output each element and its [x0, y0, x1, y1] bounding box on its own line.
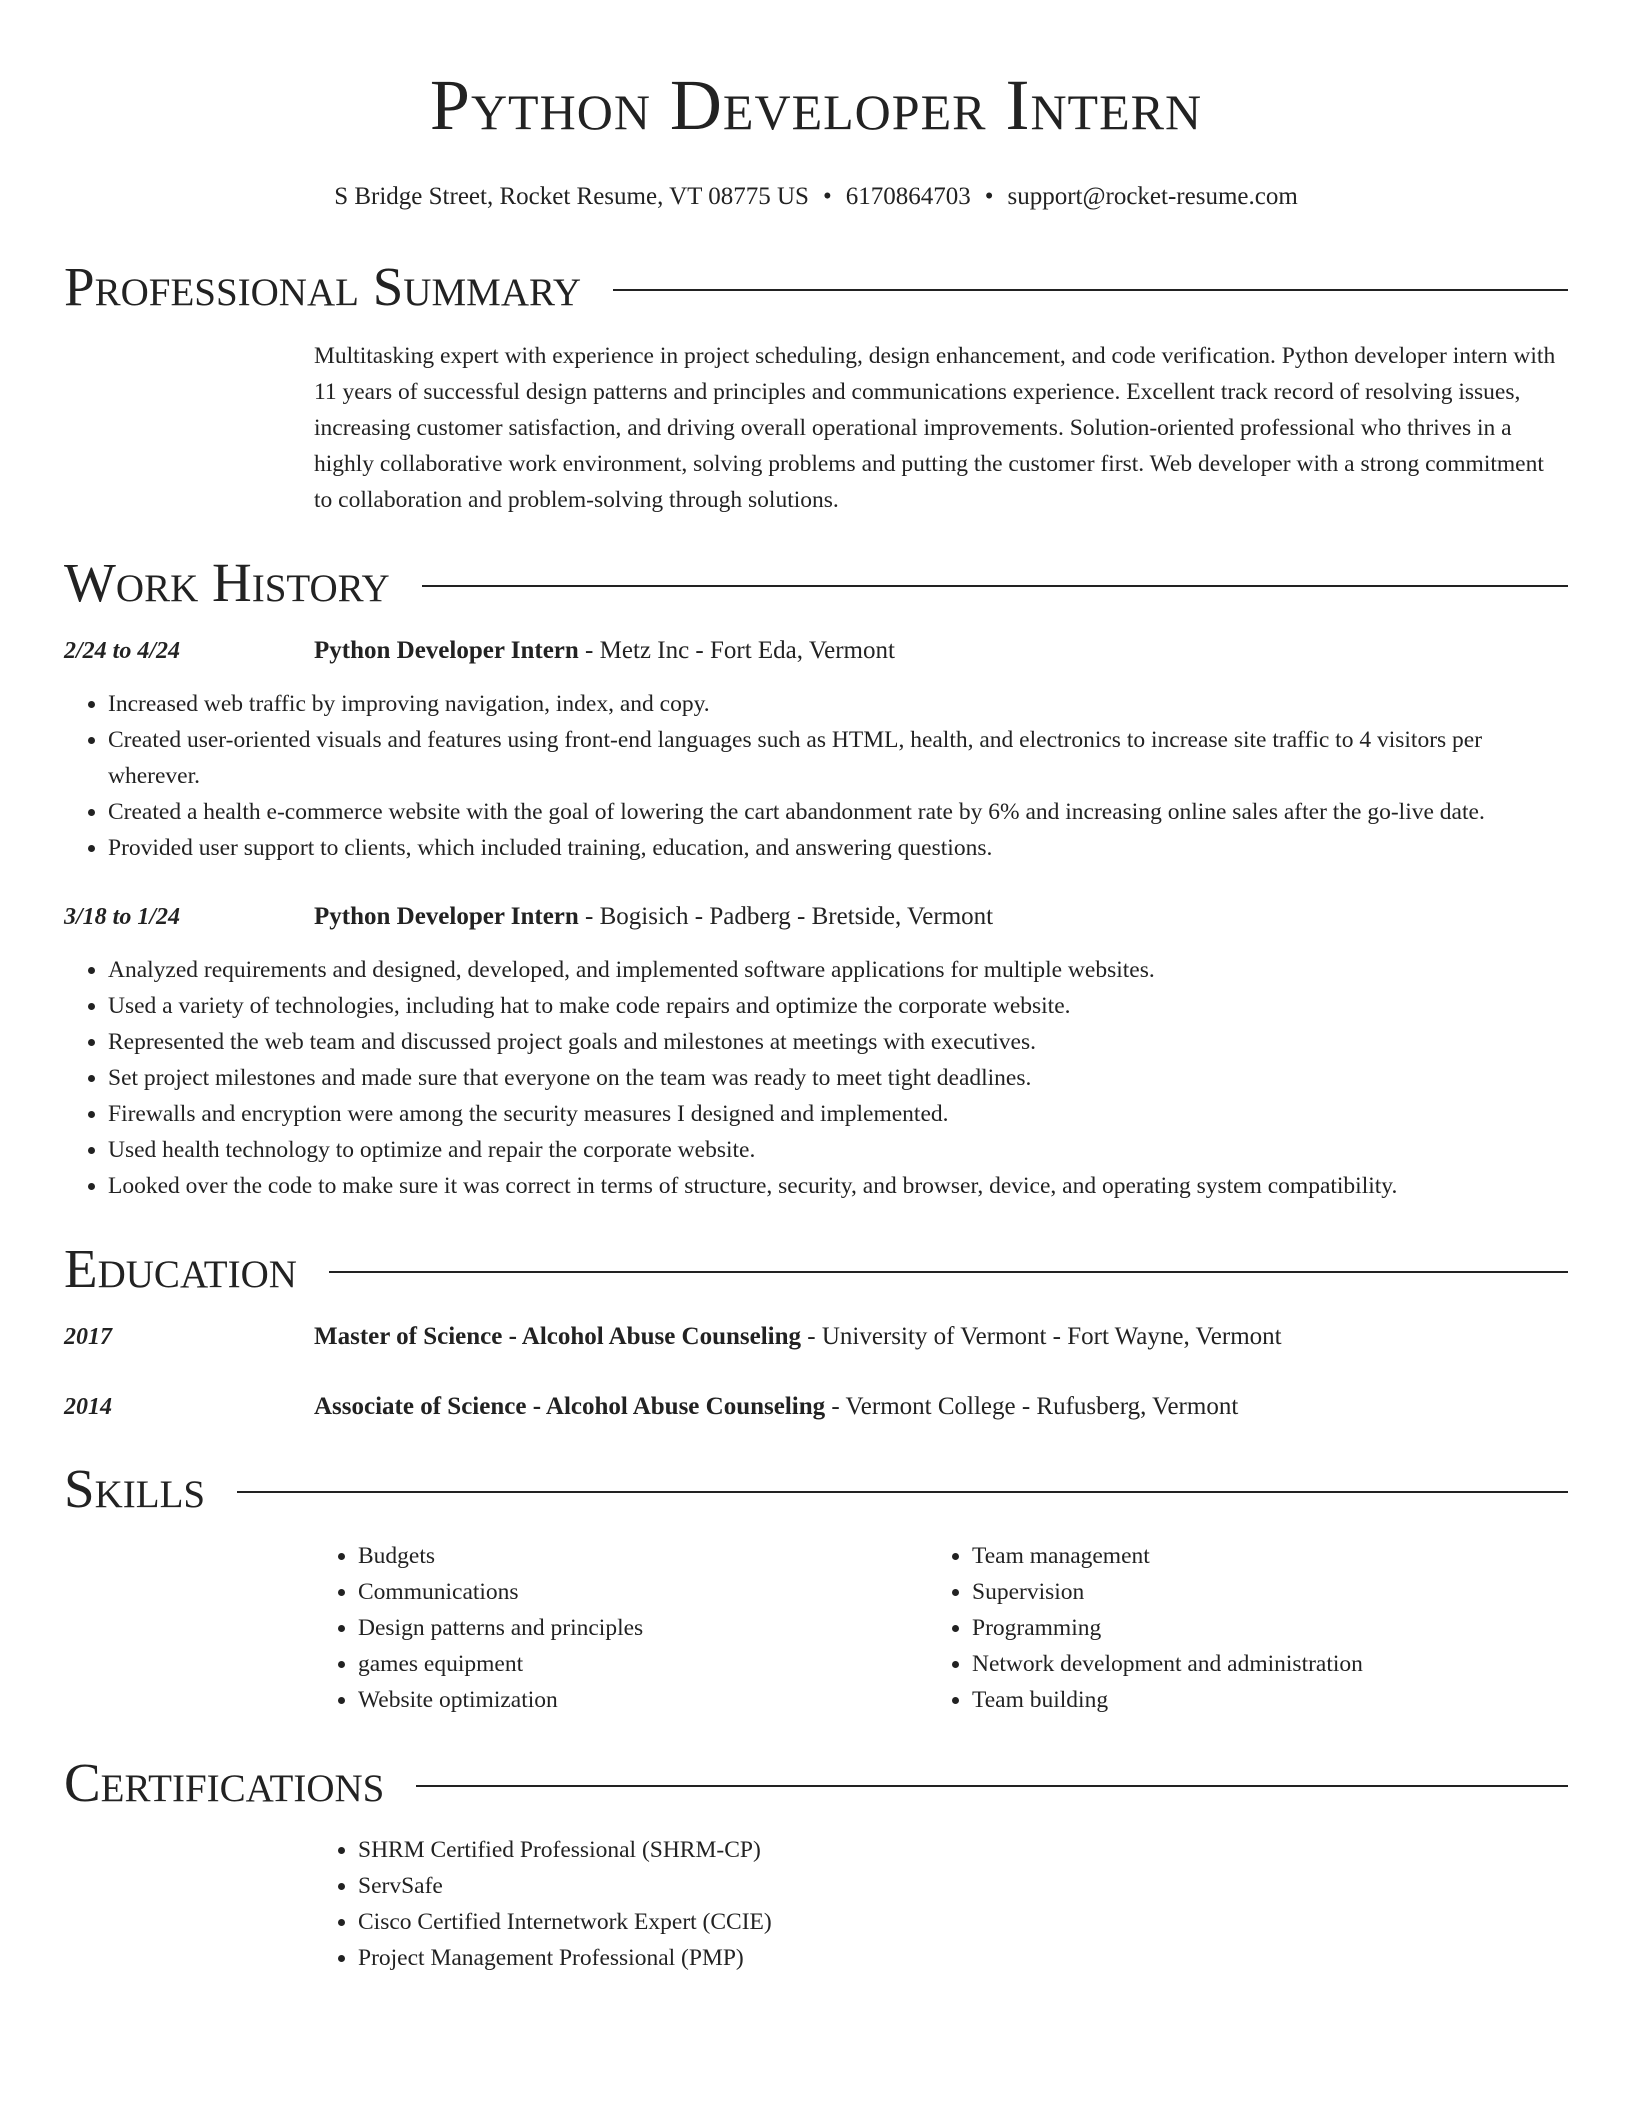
education-line — [314, 1320, 1568, 1354]
list-item: • Represented the web team and discussed project goals and milestones at meetings with executives. — [108, 1024, 1568, 1060]
job-entry — [64, 634, 1568, 866]
education-entry — [64, 1390, 1568, 1424]
list-item: • Supervision — [972, 1574, 1542, 1610]
section-divider — [237, 1491, 1568, 1493]
summary-text: Multitasking expert with experience in project scheduling, design enhancement, and code verification. Python developer intern with 11 years of successful design patterns and principles and communications experience. Excellent track record of resolving issues, increasing customer satisfaction, and driving overall operational improvements. Solution-oriented professional who thrives in a highly collaborative work environment, solving problems and putting the customer first. Web developer with a strong commitment to collaboration and problem-solving through solutions. — [314, 343, 1556, 513]
job-bullets — [64, 952, 1568, 1204]
job-dates: 3/18 to 1/24 — [64, 904, 181, 930]
list-item: • Design patterns and principles — [358, 1610, 928, 1646]
education-year: 2017 — [64, 1324, 112, 1350]
section-header-education — [64, 1236, 1568, 1302]
section-header-work-history — [64, 550, 1568, 616]
contact-separator: • — [984, 183, 994, 210]
section-title: Professional Summary — [64, 256, 582, 317]
list-item: • Cisco Certified Internetwork Expert (CCIE) — [358, 1904, 1568, 1940]
contact-address: S Bridge Street, Rocket Resume, VT 08775 US — [334, 183, 809, 210]
section-title: Education — [64, 1238, 297, 1299]
contact-line — [64, 180, 1568, 214]
list-item: • SHRM Certified Professional (SHRM-CP) — [358, 1832, 1568, 1868]
job-dates: 2/24 to 4/24 — [64, 638, 181, 664]
skills-list — [314, 1538, 1568, 1718]
skills-column-left — [314, 1538, 928, 1718]
job-title-line — [314, 634, 1568, 668]
job-details: - Bogisich - Padberg - Bretside, Vermont — [578, 903, 994, 930]
resume-name: Python Developer Intern — [429, 65, 1203, 145]
section-divider — [613, 289, 1568, 291]
section-divider — [329, 1271, 1568, 1273]
list-item: • Used a variety of technologies, including hat to make code repairs and optimize the corporate website. — [108, 988, 1568, 1024]
list-item: • Increased web traffic by improving navigation, index, and copy. — [108, 686, 1568, 722]
education-year: 2014 — [64, 1394, 112, 1420]
job-role: Python Developer Intern — [314, 903, 579, 930]
contact-phone: 6170864703 — [845, 183, 971, 210]
list-item: • games equipment — [358, 1646, 928, 1682]
list-item: • ServSafe — [358, 1868, 1568, 1904]
list-item: • Provided user support to clients, which included training, education, and answering questions. — [108, 830, 1568, 866]
education-details: - Vermont College - Rufusberg, Vermont — [825, 1393, 1239, 1420]
education-degree: Associate of Science - Alcohol Abuse Counseling — [314, 1393, 826, 1420]
education-details: - University of Vermont - Fort Wayne, Vermont — [801, 1323, 1282, 1350]
list-item: • Team management — [972, 1538, 1542, 1574]
certifications-items — [314, 1832, 1568, 1976]
job-title-line — [314, 900, 1568, 934]
list-item: • Created user-oriented visuals and features using front-end languages such as HTML, health, and electronics to increase site traffic to 4 visitors per wherever. — [108, 722, 1568, 794]
section-title: Skills — [64, 1458, 206, 1519]
section-divider — [422, 585, 1568, 587]
job-entry — [64, 900, 1568, 1204]
job-header — [64, 634, 1568, 668]
list-item: • Analyzed requirements and designed, developed, and implemented software applications for multiple websites. — [108, 952, 1568, 988]
list-item: • Team building — [972, 1682, 1542, 1718]
list-item: • Used health technology to optimize and repair the corporate website. — [108, 1132, 1568, 1168]
list-item: • Budgets — [358, 1538, 928, 1574]
job-details: - Metz Inc - Fort Eda, Vermont — [578, 637, 895, 664]
section-title: Work History — [64, 552, 390, 613]
section-header-certifications — [64, 1750, 1568, 1816]
section-title: Certifications — [64, 1752, 385, 1813]
section-header-summary — [64, 254, 1568, 320]
education-entry — [64, 1320, 1568, 1354]
certifications-list — [314, 1832, 1568, 1976]
contact-email: support@rocket-resume.com — [1007, 183, 1298, 210]
education-line — [314, 1390, 1568, 1424]
list-item: • Programming — [972, 1610, 1542, 1646]
list-item: • Communications — [358, 1574, 928, 1610]
skills-column-right — [928, 1538, 1542, 1718]
job-header — [64, 900, 1568, 934]
list-item: • Website optimization — [358, 1682, 928, 1718]
section-header-skills — [64, 1456, 1568, 1522]
job-role: Python Developer Intern — [314, 637, 579, 664]
job-bullets — [64, 686, 1568, 866]
education-degree: Master of Science - Alcohol Abuse Counseling — [314, 1323, 802, 1350]
list-item: • Firewalls and encryption were among the security measures I designed and implemented. — [108, 1096, 1568, 1132]
contact-separator: • — [822, 183, 832, 210]
list-item: • Project Management Professional (PMP) — [358, 1940, 1568, 1976]
list-item: • Looked over the code to make sure it was correct in terms of structure, security, and browser, device, and operating system compatibility. — [108, 1168, 1568, 1204]
section-divider — [416, 1785, 1568, 1787]
list-item: • Set project milestones and made sure that everyone on the team was ready to meet tight deadlines. — [108, 1060, 1568, 1096]
list-item: • Network development and administration — [972, 1646, 1542, 1682]
list-item: • Created a health e-commerce website with the goal of lowering the cart abandonment rate by 6% and increasing online sales after the go-live date. — [108, 794, 1568, 830]
